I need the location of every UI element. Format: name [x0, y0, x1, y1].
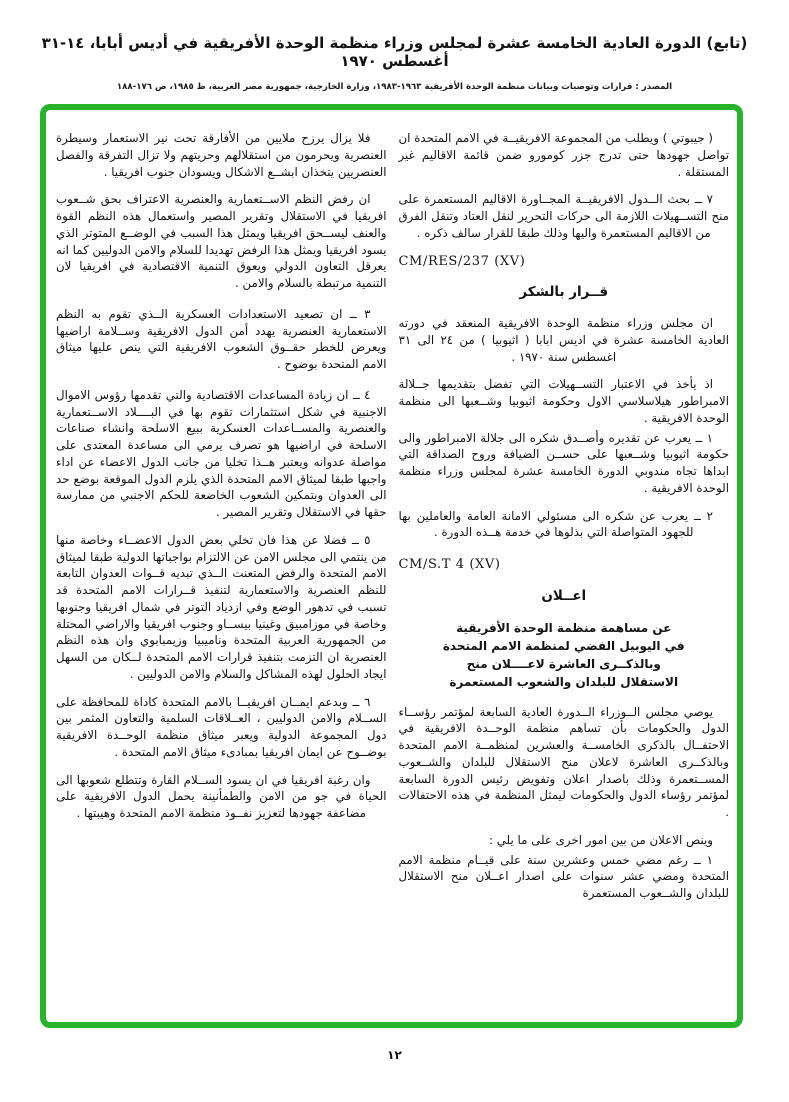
resolution-title-thanks: قــرار بالشكر: [519, 283, 609, 300]
declaration-subtitle: [399, 619, 730, 691]
declaration-subtitle-line-2: في اليوبيل الفضي لمنظمة الامم المتحدة: [442, 638, 685, 653]
left-paragraph-1: فلا يزال يرزح ملايين من الأفارقة تحت نير الاستعمار وسيطرة العنصرية ويحرمون من استقلالهم وحريتهم ولا تزال التفرقة والفصل العنصريين يتخذان ابشــع الاشكال ويسودان جنوب افريقيا .: [56, 131, 387, 179]
content-frame: [40, 104, 743, 1028]
left-paragraph-3: ٣ ــ ان تصعيد الاستعدادات العسكرية الــذي تقوم به النظم الاستعمارية العنصرية يهدد أمن الدول الافريقية وســلامة اراضيها ويعرض للخطر حقــوق الشعوب الافريقية التي ينص عليها ميثاق الامم المتحدة بوضوح .: [56, 306, 387, 371]
page-number: ١٢: [387, 1048, 402, 1062]
left-paragraph-5: ٥ ــ فضلا عن هذا فان تخلي بعض الدول الاعضــاء وخاصة منها من ينتمي الى مجلس الامن عن الالتزام بواجباتها الدولية طبقا لميثاق الامم المتحدة والرفض المتعنت الــذي تبديه قــوات العدوان التابعة للنظم العنصرية والاستعمارية لتنفيذ قــرارات الامم المتحدة قد تسبب في تدهور الوضع وفي ازدياد التوتر في شمال افريقيا وجنوبها وخاصة في موزامبيق وغينيا بيســاو وجنوب افريقيا والاراضي المحتلة من الجمهورية العربية المتحدة وناميبيا وزيمبابوي وان هذه النظم العنصرية ان التزمت بتنفيذ قرارات الامم المتحدة لــكان من السهل ايجاد الحلول لهذه المشاكل والسلام والامن الدوليين .: [56, 532, 387, 681]
paragraph-djibouti: ( جيبوتي ) ويطلب من المجموعة الافريقيــة في الامم المتحدة ان تواصل جهودها حتى تدرج جزر كومورو ضمن قائمة الاقاليم غير المستقلة .: [398, 131, 729, 179]
declaration-lead: وينص الاعلان من بين امور اخرى على ما يلي :: [489, 832, 713, 847]
declaration-title: اعــلان: [541, 587, 587, 604]
resolution-preamble-1: ان مجلس وزراء منظمة الوحدة الافريقية المنعقد في دورته العادية الخامسة عشرة في اديس ابابا ( اثيوبيا ) من ٢٤ الى ٣١ اغسطس سنة ١٩٧٠ .: [398, 316, 729, 364]
resolution-code: CM/RES/237 (XV): [398, 253, 526, 269]
declaration-item-1: ١ ــ رغم مضي خمس وعشرين سنة على قيــام منظمة الامم المتحدة ومضي عشر سنوات على اصدار اعــلان منح الاستقلال للبلدان والشــعوب المستعمرة: [398, 852, 729, 901]
resolution-preamble-2: اذ يأخذ في الاعتبار التســهيلات التي تفضل بتقديمها جــلالة الامبراطور هيلاسلاسي الاول وحكومة اثيوبيا وشــعبها الى منظمة الوحدة الافريقية .: [398, 377, 729, 425]
declaration-body: يوصي مجلس الــوزراء الــدورة العادية السابعة لمؤتمر رؤســاء الدول والحكومات بأن تساهم منظمة الوحــدة الافريقية في الاحتفــال بالذكرى الخامســة والعشرين لمنظمــة الامم المتحدة وبالذكــرى العاشرة لاعلان منح الاستقلال للبلدان والشــعوب المســتعمرة وذلك باصدار اعلان وتفويض رئيس الدورة السابعة لمؤتمر رؤساء الدول والحكومات ليمثل المنظمة في هذه الاحتفالات .: [398, 704, 729, 820]
document-title: (تابع) الدورة العادية الخامسة عشرة لمجلس وزراء منظمة الوحدة الأفريقية في أديس أبابا، ١٤-٣١ أغسطس ١٩٧٠: [41, 34, 748, 70]
declaration-subtitle-line-1: عن مساهمة منظمة الوحدة الأفريقية: [456, 620, 672, 635]
declaration-code: CM/S.T 4 (XV): [398, 557, 501, 573]
left-paragraph-4: ٤ ــ ان زيادة المساعدات الاقتصادية والتي تقدمها رؤوس الاموال الاجنبية في شكل استثمارات تقوم بها في البــــلاد الاســتعمارية والعنصرية والمســاعدات العسكرية ببيع الاسلحة وانشاء صناعات الاسلحة في اراضيها هو تصرف يرمي الى مساعدة المعتدى على مواصلة عدوانه ويعتبر هــذا تخليا من جانب الدول الاعضاء عن اداء واجبها طبقا لميثاق الامم المتحدة الذي يلزم الدول الموقعة بوضع حد الى العدوان وبتمكين الشعوب الخاضعة للحكم الاجنبي من ممارسة حقها في الاستقلال وتقرير المصير .: [56, 387, 387, 519]
two-column-layout: [56, 130, 729, 1008]
resolution-item-2: ٢ ــ يعرب عن شكره الى مسئولي الامانة العامة والعاملين بها للجهود المتواصلة التي بذلوها في خدمة هــذه الدورة .: [398, 508, 713, 540]
column-right: [399, 130, 730, 1008]
paragraph-item-7: ٧ ــ بحث الــدول الافريقيــة المجــاورة الاقاليم المستعمرة على منح التســهيلات اللازمة الى حركات التحرير لنقل العتاد وتنقل الفرق من الاقاليم المستعمرة واليها وذلك طبقا للقرار سالف ذكره .: [398, 192, 729, 240]
resolution-item-1: ١ ــ يعرب عن تقديره وأصــدق شكره الى جلالة الامبراطور والى حكومة اثيوبيا وشــعبها على حســن الضيافة وروح الصداقة التي ابداها تجاه مندوبي الدورة الخامسة عشرة لمجلس وزراء منظمة الوحدة الافريقية .: [398, 430, 729, 495]
page-header: [20, 34, 769, 92]
declaration-subtitle-line-3: وبالذكــرى العاشرة لاعــــلان منح: [466, 656, 661, 671]
column-left: [56, 130, 387, 1008]
source-line: المصدر : قرارات وتوصيات وبيانات منظمة الوحدة الأفريقية ١٩٦٣-١٩٨٣، وزارة الخارجية، جمهورية مصر العربية، ط ١٩٨٥، ص ١٧٦-١٨٨: [116, 82, 673, 92]
left-paragraph-6: ٦ ــ وبدعم ايمــان افريقيــا بالامم المتحدة كاداة للمحافظة على الســلام والامن الدوليين ، العــلاقات السلمية والتعاون المثمر بين دول المجموعة الدولية ويعبر ميثاق منظمة الوحــدة الافريقية بوضــوح عن ايمان افريقيا بمبادىء ميثاق الامم المتحدة .: [56, 694, 387, 759]
declaration-subtitle-line-4: الاستقلال للبلدان والشعوب المستعمرة: [449, 674, 679, 689]
left-paragraph-7: وان رغبة افريقيا في ان يسود الســلام القارة وتتطلع شعوبها الى الحياة في جو من الامن والطمأنينة يحمل الدول الافريقية على مضاعفة جهودها لتعزيز نفــوذ منظمة الامم المتحدة وهيبتها .: [56, 772, 387, 820]
left-paragraph-2: ان رفض النظم الاســتعمارية والعنصرية الاعتراف بحق شــعوب افريقيا في الاستقلال وتقرير المصير واستعمال هذه النظم القوة والعنف ليســحق افريقيا ويمثل هذا السبب في الوضــع المتوتر الذي يسود افريقيا ويمثل هذا الرفض تهديدا للسلام والامن الدوليين كما انه يعرقل التعاون الدولي ويعوق التنمية الاقتصادية في افريقيا لان التنمية مرتبطة بالسلام والامن .: [56, 192, 387, 290]
